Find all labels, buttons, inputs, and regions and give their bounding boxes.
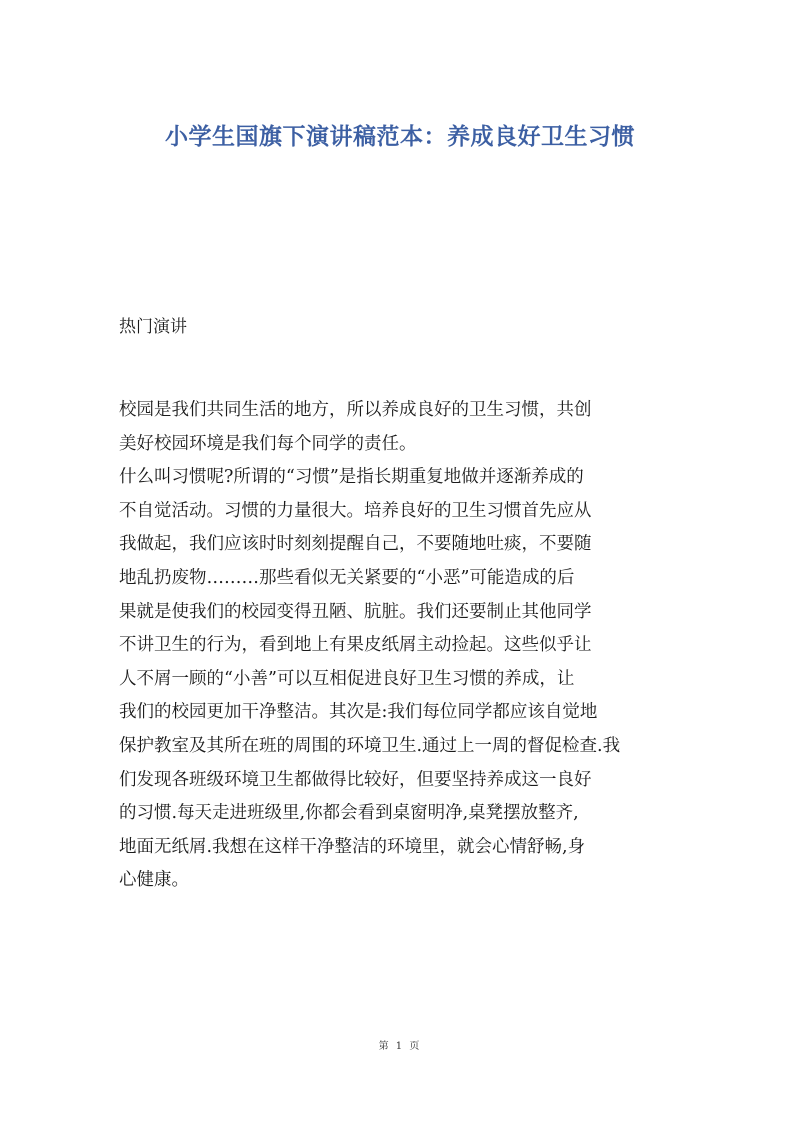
body-line: 地乱扔废物………那些看似无关紧要的“小恶”可能造成的后 [119,567,575,588]
body-line: 校园是我们共同生活的地方，所以养成良好的卫生习惯，共创 [119,400,592,420]
document-title: 小学生国旗下演讲稿范本：养成良好卫生习惯 [165,124,635,150]
body-line: 的习惯.每天走进班级里,你都会看到桌窗明净,桌凳摆放整齐, [119,803,579,824]
body-line: 我们的校园更加干净整洁。其次是:我们每位同学都应该自觉地 [119,702,598,723]
body-line: 心健康。 [119,870,189,891]
body-line: 不自觉活动。习惯的力量很大。培养良好的卫生习惯首先应从 [119,500,592,521]
body-line: 人不屑一顾的“小善”可以互相促进良好卫生习惯的养成，让 [119,668,575,689]
page-number: 第 1 页 [378,1041,422,1052]
body-line: 们发现各班级环境卫生都做得比较好，但要坚持养成这一良好 [119,769,592,790]
body-line: 保护教室及其所在班的周围的环境卫生.通过上一周的督促检查.我 [119,735,621,756]
body-line: 美好校园环境是我们每个同学的责任。 [119,433,417,454]
category-label: 热门演讲 [119,317,187,337]
body-line: 什么叫习惯呢?所谓的“习惯”是指长期重复地做并逐渐养成的 [119,467,584,488]
body-line: 地面无纸屑.我想在这样干净整洁的环境里，就会心情舒畅,身 [119,836,586,857]
body-line: 果就是使我们的校园变得丑陋、肮脏。我们还要制止其他同学 [119,601,592,622]
body-text [119,394,719,898]
body-line: 我做起，我们应该时时刻刻提醒自己，不要随地吐痰，不要随 [119,534,592,555]
body-line: 不讲卫生的行为，看到地上有果皮纸屑主动捡起。这些似乎让 [119,635,592,656]
